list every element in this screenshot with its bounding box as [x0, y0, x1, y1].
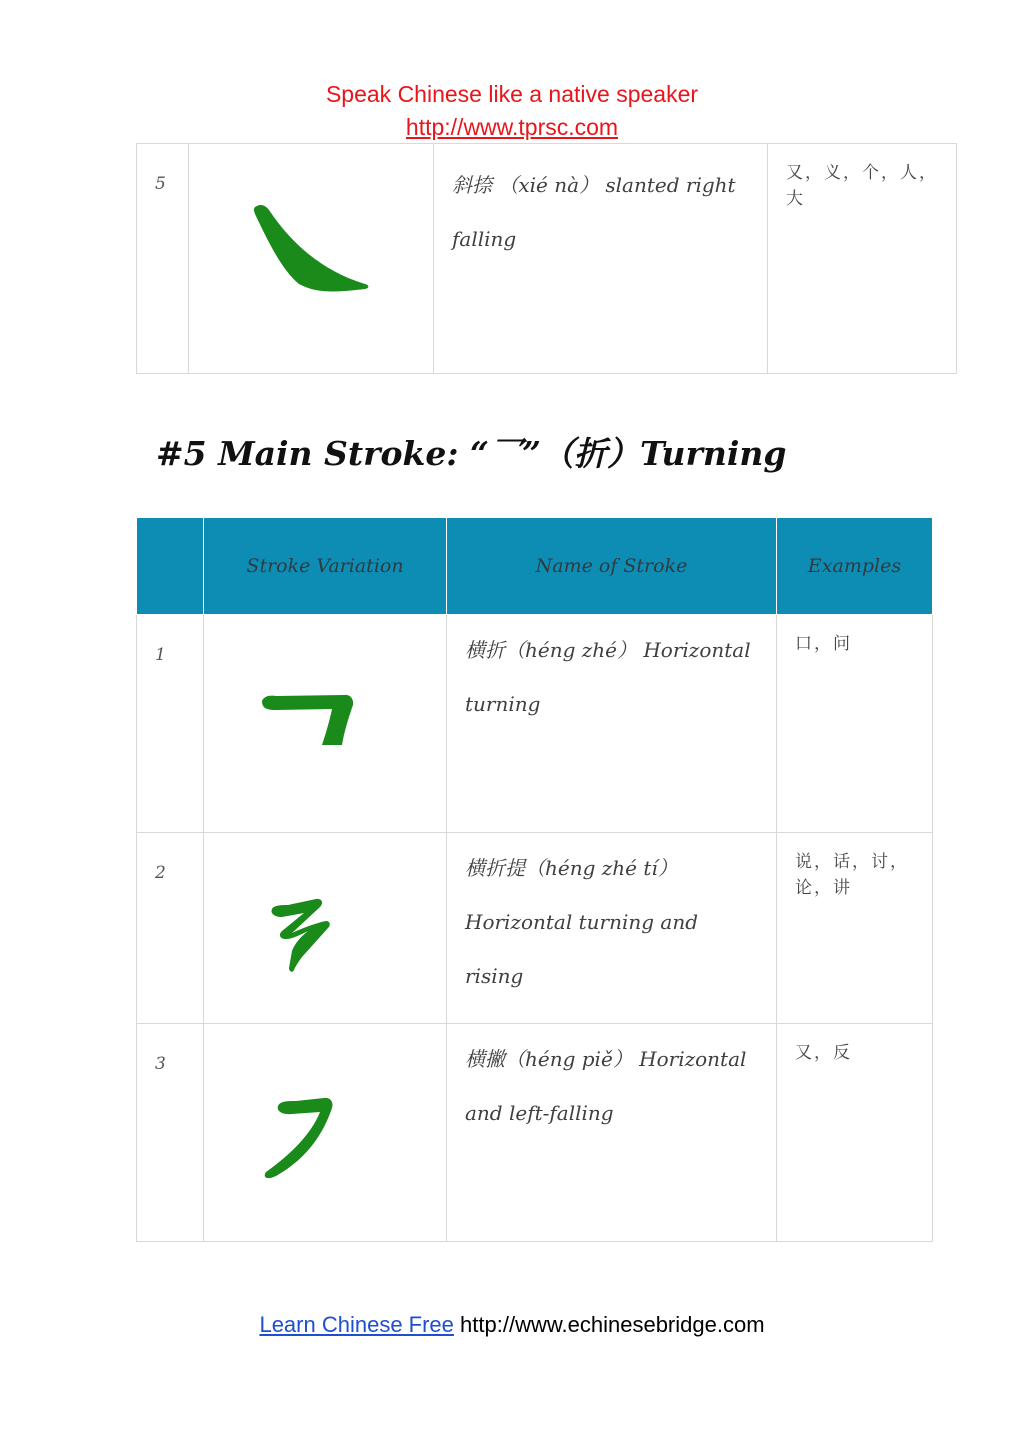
- stroke-name: [447, 1024, 776, 1140]
- stroke-image-cell: [189, 144, 434, 374]
- horizontal-turning-rising-stroke-icon: [204, 833, 447, 1023]
- horizontal-left-falling-stroke-icon: [204, 1024, 447, 1241]
- page-footer: [0, 1312, 1024, 1338]
- horizontal-turning-stroke-icon: [204, 615, 447, 832]
- stroke-examples: [777, 1024, 932, 1066]
- column-header: Stroke Variation: [204, 518, 447, 615]
- stroke-name-line: Horizontal turning and: [465, 910, 699, 934]
- section-title: #5 Main Stroke: “乛”（折）Turning: [156, 434, 787, 473]
- stroke-examples: [777, 615, 932, 657]
- stroke-image-cell: [204, 1024, 447, 1242]
- table-row: [137, 144, 957, 374]
- slanted-right-falling-stroke-icon: [189, 144, 434, 373]
- table-row: [137, 615, 933, 833]
- header-tagline: Speak Chinese like a native speaker: [325, 81, 699, 107]
- stroke-name: [447, 615, 776, 731]
- stroke-name: [434, 144, 767, 266]
- examples-line: 大: [786, 189, 805, 209]
- previous-stroke-table: [136, 143, 957, 374]
- row-number: 2: [155, 863, 166, 883]
- table-row: [137, 1024, 933, 1242]
- examples-line: 口，问: [795, 634, 852, 654]
- stroke-image-cell: [204, 833, 447, 1024]
- stroke-examples: [777, 833, 932, 901]
- column-header: Examples: [777, 518, 933, 615]
- table-header-row: [137, 518, 933, 615]
- row-number: 5: [155, 174, 166, 194]
- column-header: Name of Stroke: [447, 518, 777, 615]
- stroke-name-line: 横折（héng zhé） Horizontal: [465, 638, 751, 662]
- table-row: [137, 833, 933, 1024]
- stroke-name-line: and left-falling: [465, 1101, 614, 1125]
- examples-line: 说，话，讨，: [795, 852, 909, 872]
- row-number: 1: [155, 645, 166, 665]
- examples-line: 论，讲: [795, 878, 852, 898]
- stroke-name-line: turning: [465, 692, 541, 716]
- stroke-examples: [768, 144, 956, 212]
- stroke-name-line: 斜捺 （xié nà） slanted right: [452, 173, 736, 197]
- footer-url: http://www.echinesebridge.com: [460, 1312, 765, 1337]
- turning-stroke-table: [136, 517, 933, 1242]
- stroke-name-line: 横撇（héng piě） Horizontal: [465, 1047, 747, 1071]
- stroke-name-line: rising: [465, 964, 524, 988]
- row-number: 3: [155, 1054, 166, 1074]
- stroke-name: [447, 833, 776, 1003]
- stroke-name-line: 横折提（héng zhé tí）: [465, 856, 678, 880]
- header-url-link[interactable]: http://www.tprsc.com: [405, 114, 619, 140]
- stroke-image-cell: [204, 615, 447, 833]
- examples-line: 又，反: [795, 1043, 852, 1063]
- stroke-name-line: falling: [452, 227, 517, 251]
- page-header: [0, 78, 1024, 144]
- learn-chinese-free-link[interactable]: Learn Chinese Free: [259, 1312, 454, 1337]
- column-header: [137, 518, 204, 615]
- examples-line: 又，义，个，人，: [786, 163, 938, 183]
